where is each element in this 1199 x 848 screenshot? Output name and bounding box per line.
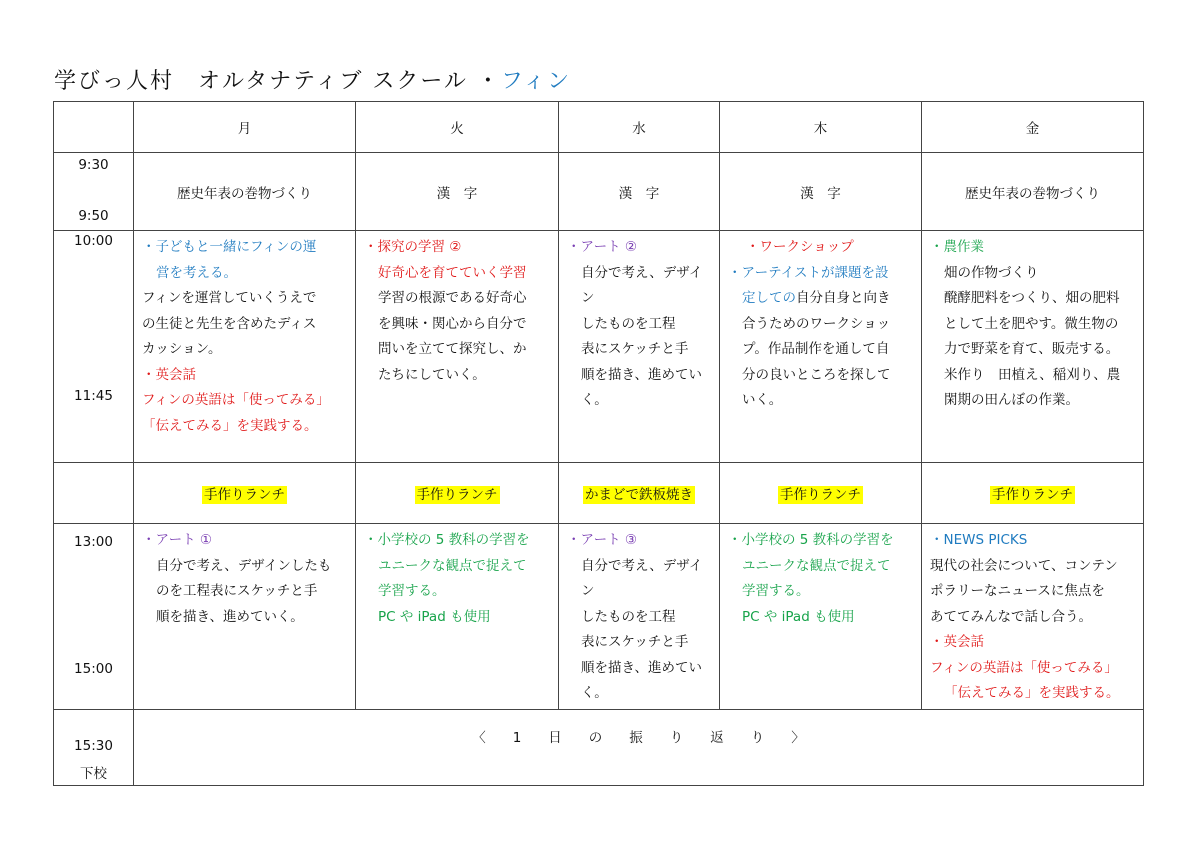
- session-wed: 漢 字: [559, 153, 720, 231]
- afternoon-fri: [922, 524, 1144, 710]
- mon-b-line: 「伝えてみる」を実践する。: [142, 417, 318, 434]
- fri-title: ・農作業: [930, 239, 984, 255]
- morning-fri: [922, 231, 1144, 463]
- fri-pm-line: 現代の社会について、コンテン: [930, 557, 1118, 574]
- wed-pm-line: 自分で考え、デザイン: [581, 557, 703, 599]
- thu-mixed-line: [728, 286, 915, 312]
- lunch-thu: [720, 463, 922, 524]
- fri-pm-b-line: 「伝えてみる」を実践する。: [944, 685, 1120, 701]
- thu-line: プ。作品制作を通して自: [742, 341, 890, 357]
- tue-line: 問いを立てて探究し、か: [378, 341, 527, 357]
- thu-black-fragment: 自分自身と向き: [796, 290, 891, 306]
- thu-line: 合うためのワークショッ: [742, 315, 891, 332]
- mon-a-title-2: 営を考える。: [156, 264, 237, 281]
- thu-pm-line: PC や iPad も使用: [742, 608, 855, 625]
- tue-pm-line: PC や iPad も使用: [378, 608, 491, 625]
- short-session-row: [54, 153, 1144, 231]
- afternoon-wed: [559, 524, 720, 710]
- fri-line: 畑の作物づくり: [944, 264, 1039, 281]
- thu-line: いく。: [742, 392, 783, 408]
- morning-mon: [134, 231, 356, 463]
- mon-a-title: ・子どもと一緒にフィンの運: [142, 239, 317, 255]
- afternoon-thu: [720, 524, 922, 710]
- reflection-cell: 〈 1 日 の 振 り 返 り 〉: [134, 710, 1144, 786]
- time-cell: [54, 231, 134, 463]
- lunch-mon: [134, 463, 356, 524]
- day-tue: 火: [356, 102, 559, 153]
- title-main: 学びっ人村 オルタナティブ スクール ・: [54, 69, 501, 94]
- thu-blue-fragment: 定しての: [742, 290, 796, 306]
- time-cell: [54, 153, 134, 231]
- day-mon: 月: [134, 102, 356, 153]
- lunch-label: 手作りランチ: [416, 487, 498, 503]
- mon-pm-line: 自分で考え、デザインしたも: [156, 557, 332, 574]
- morning-wed: [559, 231, 720, 463]
- morning-row: [54, 231, 1144, 463]
- session-mon: 歴史年表の巻物づくり: [134, 153, 356, 231]
- time-end: 15:00: [74, 661, 113, 677]
- fri-line: 閑期の田んぼの作業。: [944, 392, 1079, 408]
- time-start: 15:30: [74, 738, 113, 754]
- fri-pm-b-title: ・英会話: [930, 634, 984, 650]
- lunch-label: 手作りランチ: [992, 487, 1073, 503]
- time-start: 13:00: [74, 534, 113, 550]
- wed-line: 順を描き、進めてい: [581, 366, 702, 383]
- thu-pm-line: ユニークな観点で捉えて: [742, 557, 891, 574]
- wed-title: ・アート ②: [567, 239, 637, 255]
- time-end: 9:50: [78, 208, 109, 224]
- morning-thu: [720, 231, 922, 463]
- fri-line: 醗酵肥料をつくり、畑の肥料: [944, 290, 1120, 306]
- session-thu: 漢 字: [720, 153, 922, 231]
- lunch-label: 手作りランチ: [780, 487, 861, 503]
- fri-line: 米作り 田植え、稲刈り、農: [944, 366, 1121, 383]
- mon-b-line: フィンの英語は「使ってみる」: [142, 392, 330, 408]
- fri-line: 力で野菜を育て、販売する。: [944, 341, 1120, 357]
- mon-b-title: ・英会話: [142, 366, 196, 383]
- time-end: 下校: [80, 766, 107, 782]
- time-cell: [54, 524, 134, 710]
- fri-pm-line: ポラリーなニュースに焦点を: [930, 583, 1105, 599]
- session-tue: 漢 字: [356, 153, 559, 231]
- tue-line: 学習の根源である好奇心: [378, 290, 527, 306]
- lunch-label: かまどで鉄板焼き: [585, 487, 693, 503]
- afternoon-row: [54, 524, 1144, 710]
- thu-pm-line: ・小学校の 5 教科の学習を: [728, 532, 894, 548]
- session-fri: 歴史年表の巻物づくり: [922, 153, 1144, 231]
- time-end: 11:45: [74, 388, 113, 404]
- time-cell: [54, 710, 134, 786]
- mon-a-line: カッション。: [142, 341, 222, 357]
- fri-pm-title: ・NEWS PICKS: [930, 532, 1028, 548]
- tue-title: ・探究の学習 ②: [364, 239, 462, 255]
- day-fri: 金: [922, 102, 1144, 153]
- afternoon-tue: [356, 524, 559, 710]
- wed-pm-line: したものを工程: [581, 608, 676, 625]
- tue-line: を興味・関心から自分で: [378, 315, 527, 332]
- day-header-row: [54, 102, 1144, 153]
- wed-line: 表にスケッチと手: [581, 341, 689, 357]
- thu-line: 分の良いところを探して: [742, 366, 891, 383]
- tue-pm-line: ・小学校の 5 教科の学習を: [364, 532, 530, 548]
- wed-pm-line: く。: [581, 685, 608, 701]
- day-wed: 水: [559, 102, 720, 153]
- mon-a-line: の生徒と先生を含めたディス: [142, 315, 317, 332]
- tue-pm-line: ユニークな観点で捉えて: [378, 557, 527, 574]
- wed-pm-title: ・アート ③: [567, 532, 637, 548]
- corner-cell: [54, 102, 134, 153]
- wed-pm-line: 順を描き、進めてい: [581, 659, 702, 676]
- time-start: 9:30: [78, 157, 109, 173]
- reflection-row: [54, 710, 1144, 786]
- afternoon-mon: [134, 524, 356, 710]
- lunch-fri: [922, 463, 1144, 524]
- thu-title: ・ワークショップ: [746, 239, 854, 255]
- lunch-tue: [356, 463, 559, 524]
- day-thu: 木: [720, 102, 922, 153]
- tue-line: たちにしていく。: [378, 366, 486, 383]
- mon-pm-line: のを工程表にスケッチと手: [156, 583, 318, 599]
- fri-line: として土を肥やす。微生物の: [944, 315, 1119, 332]
- time-start: 10:00: [74, 233, 113, 249]
- wed-pm-line: 表にスケッチと手: [581, 634, 689, 650]
- thu-pm-line: 学習する。: [742, 583, 810, 599]
- morning-tue: [356, 231, 559, 463]
- lunch-wed: [559, 463, 720, 524]
- title-accent: フィン: [500, 69, 572, 94]
- mon-pm-line: 順を描き、進めていく。: [156, 608, 304, 625]
- lunch-row: [54, 463, 1144, 524]
- time-cell-empty: [54, 463, 134, 524]
- page-title: [54, 64, 571, 95]
- wed-line: く。: [581, 392, 608, 408]
- wed-line: 自分で考え、デザイン: [581, 264, 703, 306]
- mon-a-line: フィンを運営していくうえで: [142, 290, 317, 306]
- lunch-label: 手作りランチ: [204, 487, 285, 503]
- wed-line: したものを工程: [581, 315, 676, 332]
- fri-pm-line: あててみんなで話し合う。: [930, 608, 1092, 625]
- tue-subtitle: 好奇心を育てていく学習: [378, 264, 527, 281]
- schedule-table: [53, 101, 1144, 786]
- mon-pm-title: ・アート ①: [142, 532, 212, 548]
- thu-blue-line: ・アーテイストが課題を設: [728, 264, 889, 281]
- tue-pm-line: 学習する。: [378, 583, 446, 599]
- fri-pm-b-line: フィンの英語は「使ってみる」: [930, 659, 1118, 676]
